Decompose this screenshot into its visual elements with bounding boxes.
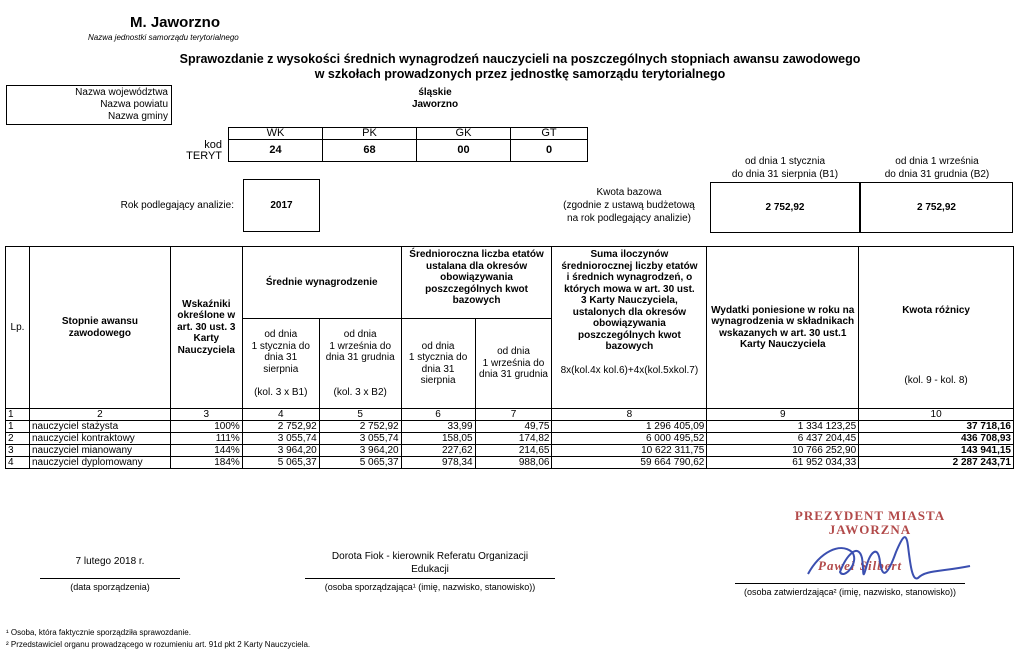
- cell-wskaznik: 184%: [170, 457, 242, 469]
- header-wskazniki: Wskaźniki określone w art. 30 ust. 3 Karty Nauczyciela: [170, 247, 242, 409]
- date-caption: (data sporządzenia): [70, 582, 150, 592]
- county-label: Nazwa powiatu: [100, 99, 168, 110]
- header-stopnie: Stopnie awansu zawodowego: [29, 247, 170, 409]
- cell-stopien: nauczyciel mianowany: [29, 445, 170, 457]
- year-label: Rok podlegający analizie:: [120, 200, 234, 211]
- cell-kwota: 436 708,93: [859, 433, 1014, 445]
- cell-et2: 988,06: [475, 457, 552, 469]
- colnum: 6: [401, 409, 475, 421]
- header-et2: od dnia 1 września do dnia 31 grudnia: [475, 319, 552, 409]
- cell-wskaznik: 144%: [170, 445, 242, 457]
- author-name: Dorota Fiok - kierownik Referatu Organizacji Edukacji: [331, 551, 529, 575]
- teryt-header-wk: WK: [229, 128, 323, 140]
- approval-stamp: [780, 508, 980, 590]
- cell-lp: 4: [6, 457, 30, 469]
- header-kwota: [859, 247, 1014, 409]
- cell-stopien: nauczyciel dyplomowany: [29, 457, 170, 469]
- cell-et1: 978,34: [401, 457, 475, 469]
- report-date: 7 lutego 2018 r.: [75, 556, 145, 567]
- cell-kwota: 2 287 243,71: [859, 457, 1014, 469]
- period-b2-label: od dnia 1 września do dnia 31 grudnia (B2): [884, 156, 990, 180]
- table-row: [6, 421, 1014, 433]
- cell-suma: 6 000 495,52: [552, 433, 707, 445]
- footnote-1: ¹ Osoba, która faktycznie sporządziła sprawozdanie.: [6, 628, 191, 637]
- year-value: 2017: [243, 179, 320, 232]
- cell-et2: 49,75: [475, 421, 552, 433]
- teryt-header-pk: PK: [323, 128, 417, 140]
- header-srednie: Średnie wynagrodzenie: [242, 247, 401, 319]
- cell-et2: 174,82: [475, 433, 552, 445]
- stamp-city: JAWORZNA: [828, 522, 912, 537]
- teryt-value-gk: 00: [417, 140, 511, 162]
- cell-lp: 1: [6, 421, 30, 433]
- cell-sr2: 3 964,20: [319, 445, 401, 457]
- city-caption: Nazwa jednostki samorządu terytorialnego: [88, 33, 239, 42]
- cell-sr2: 5 065,37: [319, 457, 401, 469]
- voivodeship-label: Nazwa województwa: [75, 87, 168, 98]
- cell-sr1: 3 964,20: [242, 445, 319, 457]
- base-amount-b2: 2 752,92: [860, 182, 1013, 233]
- cell-et1: 227,62: [401, 445, 475, 457]
- cell-sr2: 2 752,92: [319, 421, 401, 433]
- colnum: 9: [707, 409, 859, 421]
- report-title-line2: w szkołach prowadzonych przez jednostkę samorządu terytorialnego: [314, 67, 726, 81]
- voivodeship-value: śląskie: [418, 87, 452, 98]
- colnum: 2: [29, 409, 170, 421]
- stamp-name: Paweł Silbert: [818, 558, 903, 573]
- colnum: 1: [6, 409, 30, 421]
- cell-et2: 214,65: [475, 445, 552, 457]
- teryt-label: kod TERYT: [186, 138, 222, 162]
- header-sr1: od dnia 1 stycznia do dnia 31 sierpnia (kol. 3 x B1): [242, 319, 319, 409]
- footnote-2: ² Przedstawiciel organu prowadzącego w rozumieniu art. 91d pkt 2 Karty Nauczyciela.: [6, 640, 311, 649]
- cell-wydatki: 6 437 204,45: [707, 433, 859, 445]
- cell-suma: 59 664 790,62: [552, 457, 707, 469]
- header-kwota-text: Kwota różnicy: [902, 305, 970, 316]
- base-amount-label: Kwota bazowa (zgodnie z ustawą budżetową na rok podlegający analizie): [563, 187, 695, 224]
- county-value: Jaworzno: [411, 99, 459, 110]
- city-name: M. Jaworzno: [130, 14, 221, 31]
- header-suma: [552, 247, 707, 409]
- cell-lp: 2: [6, 433, 30, 445]
- teryt-value-wk: 24: [229, 140, 323, 162]
- region-labels-box: [6, 85, 172, 125]
- table-row: [6, 457, 1014, 469]
- cell-kwota: 37 718,16: [859, 421, 1014, 433]
- stamp-title: PREZYDENT MIASTA: [794, 508, 946, 523]
- cell-et1: 33,99: [401, 421, 475, 433]
- cell-kwota: 143 941,15: [859, 445, 1014, 457]
- period-b1-label: od dnia 1 stycznia do dnia 31 sierpnia (B1): [731, 156, 839, 180]
- table-row: [6, 433, 1014, 445]
- teryt-table: [172, 127, 588, 162]
- colnum: 10: [859, 409, 1014, 421]
- cell-sr1: 2 752,92: [242, 421, 319, 433]
- cell-stopien: nauczyciel kontraktowy: [29, 433, 170, 445]
- teryt-value-gt: 0: [511, 140, 588, 162]
- approver-line: [735, 583, 965, 584]
- cell-wydatki: 61 952 034,33: [707, 457, 859, 469]
- report-title-line1: Sprawozdanie z wysokości średnich wynagrodzeń nauczycieli na poszczególnych stopniach awansu zawodowego: [179, 52, 861, 66]
- header-sr2: od dnia 1 września do dnia 31 grudnia (kol. 3 x B2): [319, 319, 401, 409]
- cell-suma: 10 622 311,75: [552, 445, 707, 457]
- cell-lp: 3: [6, 445, 30, 457]
- header-suma-text: Suma iloczynów średniorocznej liczby etatów i średnich wynagrodzeń, o których mowa w art. 30 ust. 3 Karty Nauczyciela, ustalonych dla okresów obowiązywania poszczególnych kwot bazowych: [561, 249, 698, 352]
- colnum: 7: [475, 409, 552, 421]
- cell-suma: 1 296 405,09: [552, 421, 707, 433]
- commune-label: Nazwa gminy: [107, 111, 168, 122]
- colnum: 5: [319, 409, 401, 421]
- approver-caption: (osoba zatwierdzająca² (imię, nazwisko, stanowisko)): [743, 587, 957, 597]
- colnum: 4: [242, 409, 319, 421]
- cell-stopien: nauczyciel stażysta: [29, 421, 170, 433]
- base-amount-b1: 2 752,92: [710, 182, 860, 233]
- teryt-header-gt: GT: [511, 128, 588, 140]
- cell-et1: 158,05: [401, 433, 475, 445]
- author-line: [305, 578, 555, 579]
- salary-table: [5, 246, 1014, 469]
- teryt-header-gk: GK: [417, 128, 511, 140]
- date-line: [40, 578, 180, 579]
- header-et1: od dnia 1 stycznia do dnia 31 sierpnia: [401, 319, 475, 409]
- colnum: 3: [170, 409, 242, 421]
- author-caption: (osoba sporządzająca¹ (imię, nazwisko, stanowisko)): [324, 582, 536, 592]
- colnum: 8: [552, 409, 707, 421]
- cell-wskaznik: 111%: [170, 433, 242, 445]
- header-wydatki: Wydatki poniesione w roku na wynagrodzenia w składnikach wskazanych w art. 30 ust.1 Karty Nauczyciela: [707, 247, 859, 409]
- cell-wydatki: 1 334 123,25: [707, 421, 859, 433]
- column-number-row: [6, 409, 1014, 421]
- cell-sr1: 3 055,74: [242, 433, 319, 445]
- header-etaty: Średnioroczna liczba etatów ustalana dla okresów obowiązywania poszczególnych kwot bazowych: [401, 247, 552, 319]
- header-lp: Lp.: [6, 247, 30, 409]
- cell-wskaznik: 100%: [170, 421, 242, 433]
- teryt-value-pk: 68: [323, 140, 417, 162]
- cell-sr2: 3 055,74: [319, 433, 401, 445]
- table-row: [6, 445, 1014, 457]
- header-suma-formula: 8x(kol.4x kol.6)+4x(kol.5xkol.7): [560, 364, 699, 376]
- cell-sr1: 5 065,37: [242, 457, 319, 469]
- header-kwota-formula: (kol. 9 - kol. 8): [904, 374, 968, 386]
- cell-wydatki: 10 766 252,90: [707, 445, 859, 457]
